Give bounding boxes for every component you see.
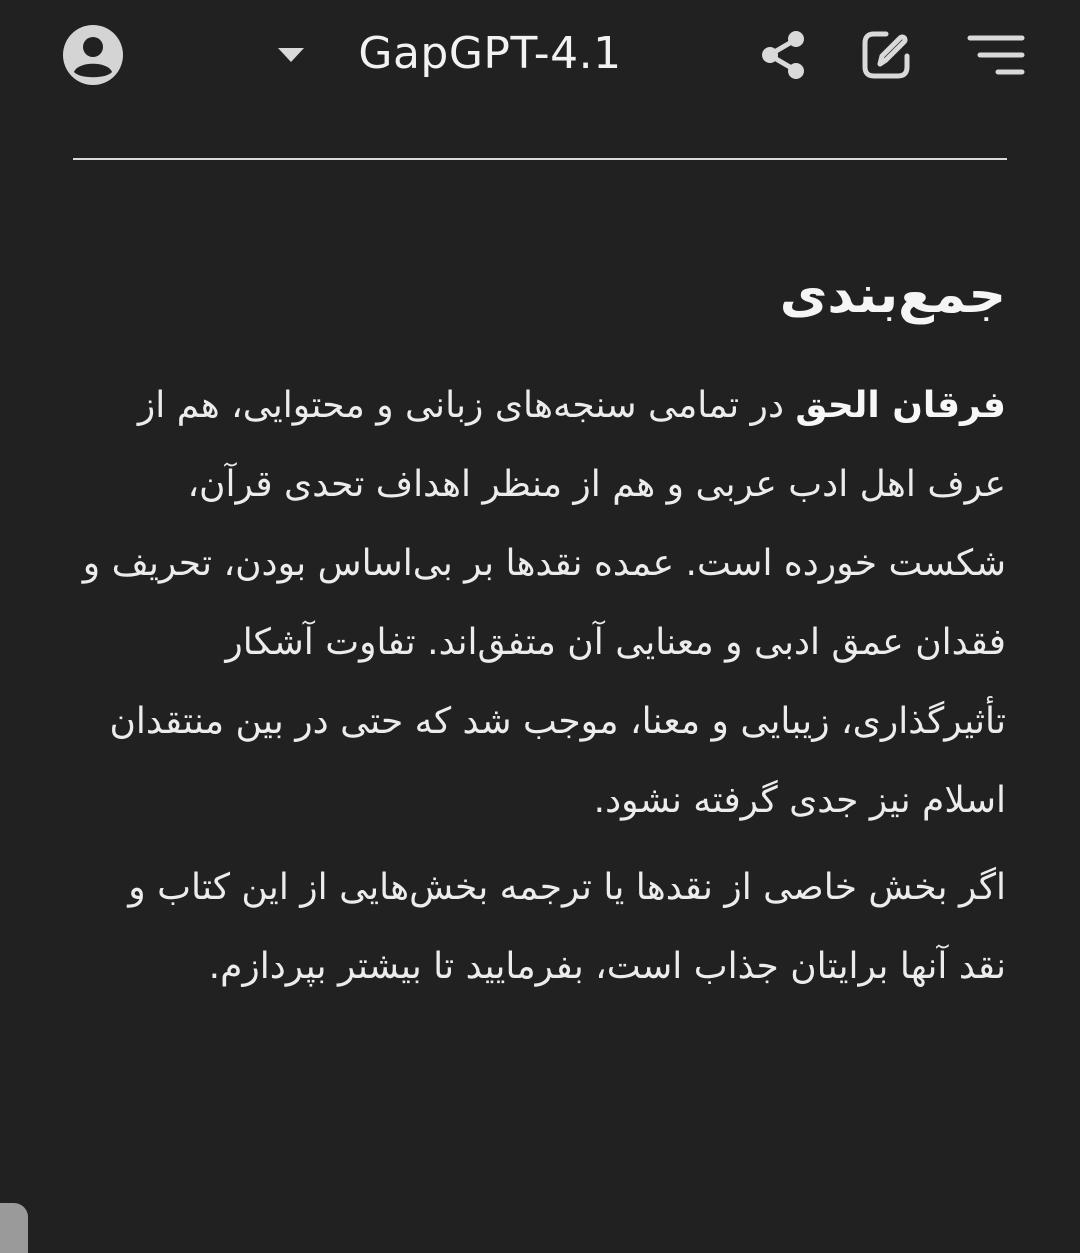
model-title[interactable]: GapGPT-4.1 bbox=[358, 28, 622, 79]
edit-icon bbox=[856, 24, 918, 86]
message-heading: جمع‌بندی bbox=[779, 265, 1006, 325]
menu-button[interactable] bbox=[964, 24, 1028, 86]
account-circle-icon bbox=[60, 22, 126, 88]
menu-icon bbox=[964, 24, 1028, 86]
model-dropdown-toggle[interactable] bbox=[270, 34, 312, 76]
bold-term: فرقان الحق bbox=[795, 385, 1006, 426]
paragraph-1-text: در تمامی سنجه‌های زبانی و محتوایی، هم از عرف اهل ادب عربی و هم از منظر اهداف تحدی قرآن، شکست خورده است. عمده نقدها بر بی‌اساس بودن، تحریف و فقدان عمق ادبی و معنایی آن متفق‌اند. تفاوت آشکار تأثیرگذاری، زیبایی و معنا، موجب شد که حتی در بین منتقدان اسلام نیز جدی گرفته نشود. bbox=[82, 385, 1006, 821]
message-paragraph-1 bbox=[80, 366, 1006, 840]
top-bar bbox=[0, 0, 1080, 110]
new-chat-button[interactable] bbox=[856, 24, 918, 86]
share-button[interactable] bbox=[752, 24, 814, 86]
horizontal-divider bbox=[73, 158, 1007, 160]
caret-down-icon bbox=[270, 34, 312, 76]
share-icon bbox=[752, 24, 814, 86]
message-paragraph-2: اگر بخش خاصی از نقدها یا ترجمه بخش‌هایی از این کتاب و نقد آنها برایتان جذاب است، بفرمایید تا بیشتر بپردازم. bbox=[128, 867, 1006, 987]
assistant-message bbox=[80, 250, 1006, 1014]
scrollbar-thumb[interactable] bbox=[0, 1203, 28, 1253]
account-avatar-button[interactable] bbox=[60, 22, 126, 88]
